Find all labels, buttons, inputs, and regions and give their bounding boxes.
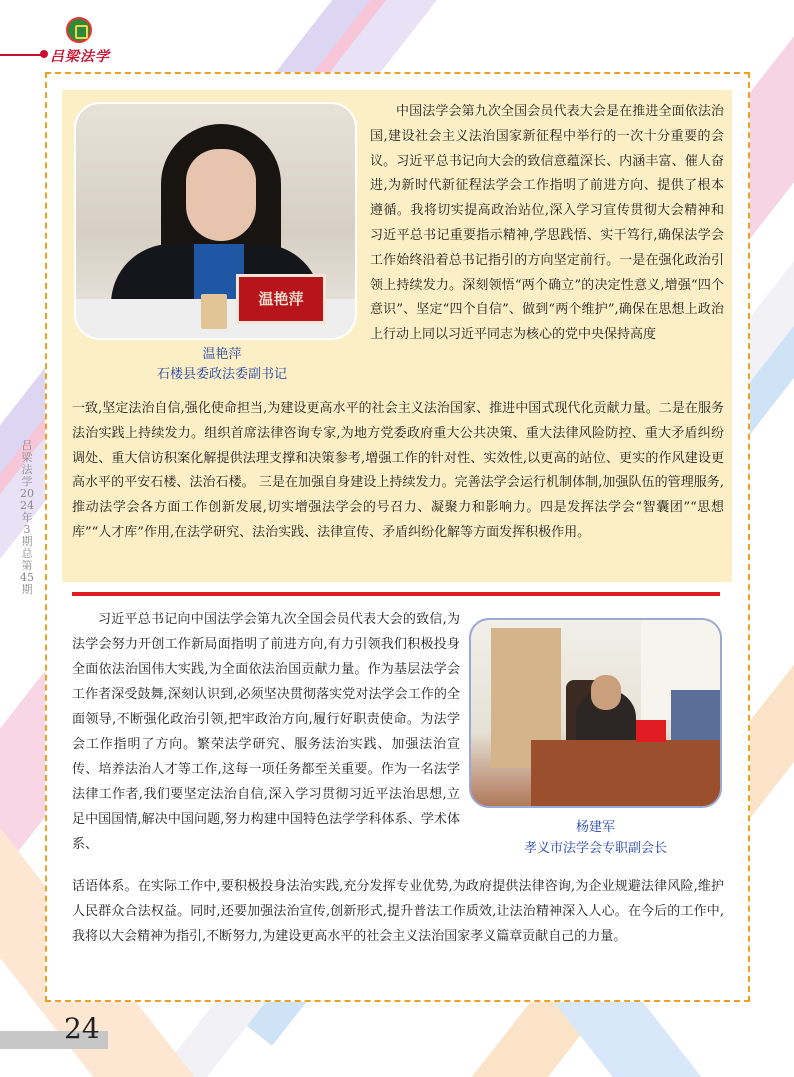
issue-info-vertical: 吕梁法学 2024年3期 总第45期 <box>20 439 34 596</box>
portrait-photo-wen-yanping <box>74 102 357 340</box>
journal-title: 吕梁法学 <box>50 49 110 65</box>
caption-name: 杨建军 <box>575 820 615 835</box>
photo-caption <box>469 817 722 859</box>
article-paragraph: 一致,坚定法治自信,强化使命担当,为建设更高水平的社会主义法治国家、推进中国式现代化贡献力量。二是在服务法治实践上持续发力。组织首席法律咨询专家,为地方党委政府重大公共决策、重大法律风险防控、重大矛盾纠纷调处、重大信访积案化解提供法理支撑和决策参考,增强工作的针对性、实效性,以更高的站位、更实的作风建设更高水平的平安石楼、法治石楼。 三是在加强自身建设上持续发力。完善法学会运行机制体制,加强队伍的管理服务,推动法学会各方面工作创新发展,切实增强法学会的号召力、凝聚力和影响力。四是发挥法学会“智囊团”“思想库”“人才库”作用,在法学研究、法治实践、法律宣传、矛盾纠纷化解等方面发挥积极作用。 <box>72 401 724 540</box>
name-plate: 温艳萍 <box>236 274 326 324</box>
caption-title: 石楼县委政法委副书记 <box>156 367 287 382</box>
portrait-photo-yang-jianjun <box>469 618 722 808</box>
article-paragraph: 中国法学会第九次全国会员代表大会是在推进全面依法治国,建设社会主义法治国家新征程中举行的一次十分重要的会议。习近平总书记向大会的致信意蕴深长、内涵丰富、催人奋进,为新时代新征程法学会工作指明了前进方向、提供了根本遵循。我将切实提高政治站位,深入学习宣传贯彻大会精神和习近平总书记重要指示精神,学思践悟、实干笃行,确保法学会工作始终沿着总书记指引的方向坚定前行。一是在强化政治引领上持续发力。深刻领悟“两个确立”的决定性意义,增强“四个意识”、坚定“四个自信”、做到“两个维护”,确保在思想上政治上行动上同以习近平同志为核心的党中央保持高度 <box>370 104 724 343</box>
caption-title: 孝义市法学会专职副会长 <box>523 841 667 856</box>
journal-logo-icon <box>66 17 92 43</box>
caption-name: 温艳萍 <box>202 347 242 362</box>
header-rule <box>0 54 45 56</box>
page-number: 24 <box>64 1012 100 1045</box>
article-paragraph: 话语体系。在实际工作中,要积极投身法治实践,充分发挥专业优势,为政府提供法律咨询,为企业规避法律风险,维护人民群众合法权益。同时,还要加强法治宣传,创新形式,提升普法工作质效,让法治精神深入人心。在今后的工作中,我将以大会精神为指引,不断努力,为建设更高水平的社会主义法治国家孝义篇章贡献自己的力量。 <box>72 879 724 944</box>
article-paragraph: 习近平总书记向中国法学会第九次全国会员代表大会的致信,为法学会努力开创工作新局面指明了前进方向,有力引领我们积极投身全面依法治国伟大实践,为全面依法治国贡献力量。作为基层法学会工作者深受鼓舞,深刻认识到,必须坚决贯彻落实党对法学会工作的全面领导,不断强化政治引领,把牢政治方向,履行好职责使命。为法学会工作指明了方向。繁荣法学研究、服务法治实践、加强法治宣传、培养法治人才等工作,这每一项任务都至关重要。作为一名法学法律工作者,我们要坚定法治自信,深入学习贯彻习近平法治思想,立足中国国情,解决中国问题,努力构建中国特色法学学科体系、学术体系、 <box>72 612 460 852</box>
section-divider <box>72 592 720 596</box>
header-dot <box>40 50 48 58</box>
photo-caption <box>74 345 370 385</box>
